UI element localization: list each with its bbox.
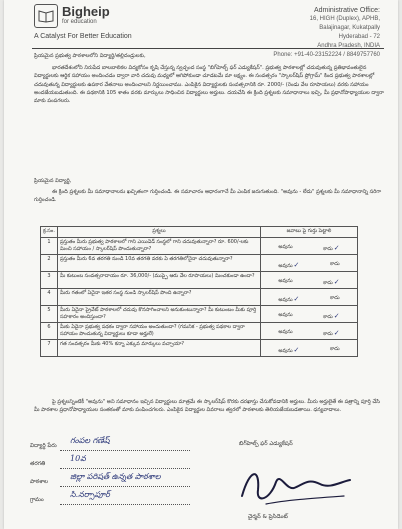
- question-text: మీరు గతంలో ఏదైనా ఇతర సంస్థ నుండి స్కాలర్‌షిప్ పొంది ఉన్నారా?: [58, 289, 261, 306]
- address-line: Balajinagar, Kukatpally: [319, 25, 380, 31]
- question-text: ప్రస్తుతం మీరు ప్రభుత్వ పాఠశాలలో గాని ఎయిడెడ్ సంస్థలో గాని చదువుతున్నారా? రూ. 600/-లకు మించి సహాయం / స్కాలర్‌షిప్ పొందుతున్నారా?: [58, 238, 261, 255]
- row-number: 7: [41, 340, 58, 357]
- answer-cell: [261, 289, 358, 306]
- answer-option-no[interactable]: [323, 312, 339, 321]
- address-line: 16, HIGH (Duplex), APHB,: [309, 16, 380, 22]
- question-text: మీ కుటుంబ సంవత్సరాదాయం రూ. 36,000/- (ముప్పై ఆరు వేల రూపాయలు) మించకుండా ఉందా?: [58, 272, 261, 289]
- organization-signatory: బిగ్‌హెల్ప్ ఫర్ ఎడ్యుకేషన్: [239, 441, 293, 447]
- class-label: తరగతి: [30, 461, 46, 467]
- table-row: [41, 272, 358, 289]
- signatory-role: చైర్మన్ & ప్రెసిడెంట్: [248, 514, 288, 520]
- question-text: మీకు ఏదైనా ప్రభుత్వ పథకం ద్వారా సహాయం అందుతుందా? (గమనిక - ప్రభుత్వ పథకాల ద్వారా సహాయం పొందుతున్న విద్యార్థులు కూడా అర్హులే): [58, 323, 261, 340]
- answer-label: కాదు: [323, 314, 333, 320]
- class-value[interactable]: 10వ: [70, 454, 86, 463]
- answer-cell: [261, 306, 358, 323]
- book-icon: [34, 4, 58, 28]
- student-salutation: ప్రియమైన విద్యార్థి,: [34, 178, 72, 184]
- school-label: పాఠశాల: [30, 479, 48, 485]
- answer-label: కాదు: [323, 331, 333, 337]
- address-line: Andhra Pradesh, INDIA: [317, 43, 380, 49]
- table-row: [41, 238, 358, 255]
- address-line: Hyderabad - 72: [338, 34, 380, 40]
- answer-option-no[interactable]: [323, 244, 339, 253]
- salutation: ప్రియమైన ప్రభుత్వ పాఠశాలలోని విద్యార్థి/తల్లిదండ్రులకు,: [34, 53, 146, 59]
- answer-option-no[interactable]: [323, 329, 339, 338]
- checkmark-icon: ✓: [333, 329, 340, 337]
- checkmark-icon: ✓: [293, 261, 300, 269]
- table-row: [41, 306, 358, 323]
- answer-option-yes[interactable]: [278, 312, 292, 321]
- answer-label: అవును: [278, 297, 293, 303]
- name-label: విద్యార్థి పేరు: [30, 443, 57, 449]
- answer-label: కాదు: [330, 261, 340, 267]
- answer-label: అవును: [278, 312, 293, 318]
- address-title: Administrative Office:: [313, 7, 380, 14]
- name-value[interactable]: గంపల గణేష్: [70, 436, 110, 445]
- village-line: [60, 504, 190, 505]
- checkmark-icon: ✓: [293, 346, 300, 354]
- student-details-form: [30, 438, 230, 510]
- question-text: ప్రస్తుతం మీరు 6వ తరగతి నుండి 10వ తరగతి వరకు ఏ తరగతిలోనైనా చదువుతున్నారా?: [58, 255, 261, 272]
- intro-paragraph: భారతదేశంలోని నిరుపేద బాలబాలికల విద్యకోసం కృషి చేస్తున్న స్వచ్ఛంద సంస్థ "బిగ్‌హెల్ప్ ఫర్ ఎడ్యుకేషన్". ప్రభుత్వ పాఠశాలల్లో చదువుతున్న ప్రతిభావంతులైన విద్యార్థులకు ఆర్థిక సహాయం అందించడం ద్వారా వారి చదువు మధ్యలో ఆగిపోకుండా చూడటమే మా లక్ష్యం. ఈ సంవత్సరం "స్కాలర్‌షిప్ ప్రోగ్రామ్" కింద ప్రభుత్వ పాఠశాలల్లో చదువుతున్న విద్యార్థులకు ఉపకార వేతనాలు అందించాలని నిర్ణయించాము. ఎంపికైన విద్యార్థులకు సంవత్సరానికి రూ. 2000/- (రెండు వేల రూపాయలు) వరకు సహాయం అందజేయబడుతుంది. ఈ పథకానికి 105 శాతం వరకు మార్కులు సాధించిన విద్యార్థులు అర్హులు. దయచేసి ఈ క్రింది ప్రశ్నలకు సమాధానాలు ఇచ్చి, మీ ప్రధానోపాధ్యాయుల ద్వారా మాకు పంపగలరు.: [34, 65, 384, 105]
- row-number: 6: [41, 323, 58, 340]
- answer-option-no[interactable]: [330, 346, 340, 355]
- answer-option-no[interactable]: [330, 261, 340, 270]
- letter-page: [4, 0, 398, 529]
- answer-option-no[interactable]: [330, 295, 340, 304]
- village-row: [30, 492, 230, 510]
- answer-option-yes[interactable]: [278, 278, 292, 287]
- village-label: గ్రామం: [30, 497, 44, 503]
- answer-option-yes[interactable]: [278, 244, 292, 253]
- question-text: మీరు ఏదైనా ప్రైవేట్ పాఠశాలలో చదువు కొనసాగించాలని అనుకుంటున్నారా? మీ కుటుంబం మీకు పూర్తి సహకారం అందిస్తుందా?: [58, 306, 261, 323]
- answer-label: అవును: [278, 244, 293, 250]
- row-number: 1: [41, 238, 58, 255]
- answer-option-yes[interactable]: [278, 261, 299, 270]
- handwritten-signature: [236, 460, 356, 510]
- school-line: [60, 486, 190, 487]
- name-line: [60, 450, 190, 451]
- row-number: 3: [41, 272, 58, 289]
- checkmark-icon: ✓: [333, 244, 340, 252]
- table-row: [41, 289, 358, 306]
- logo-subtitle: for education: [62, 19, 97, 25]
- header-divider: [32, 48, 384, 49]
- village-value[interactable]: సి.నర్సాపూర్: [70, 490, 110, 499]
- eligibility-table: [40, 226, 358, 357]
- organization-logo: [34, 4, 110, 28]
- school-value[interactable]: జిల్లా పరిషత్ ఉన్నత పాఠశాల: [70, 472, 161, 481]
- logo-name: Bigheip: [62, 4, 110, 19]
- closing-paragraph: పై ప్రశ్నలన్నింటికీ "అవును" అని సమాధానం ఇచ్చిన విద్యార్థులు మాత్రమే ఈ స్కాలర్‌షిప్ కొరకు దరఖాస్తు చేసుకోవడానికి అర్హులు. మీరు అర్హులైతే ఈ పత్రాన్ని పూర్తి చేసి మీ పాఠశాల ప్రధానోపాధ్యాయుల సంతకంతో మాకు పంపించగలరు. ఎంపికైన విద్యార్థుల వివరాలు త్వరలో పాఠశాలకు తెలియజేయబడతాయి. ధన్యవాదాలు.: [34, 399, 380, 414]
- answer-cell: [261, 340, 358, 357]
- class-line: [60, 468, 190, 469]
- column-header-question: ప్రశ్నలు: [58, 227, 261, 238]
- phone-number: Phone: +91-40-23152224 / 8849757760: [273, 52, 380, 58]
- table-row: [41, 323, 358, 340]
- checkmark-icon: ✓: [293, 295, 300, 303]
- row-number: 4: [41, 289, 58, 306]
- question-text: గత సంవత్సరం మీకు 40% కన్నా ఎక్కువ మార్కులు వచ్చాయా?: [58, 340, 261, 357]
- answer-label: కాదు: [323, 246, 333, 252]
- column-header-answer: జవాబు పై గుర్తు పెట్టాలి: [261, 227, 358, 238]
- answer-label: అవును: [278, 278, 293, 284]
- answer-label: అవును: [278, 329, 293, 335]
- school-row: [30, 474, 230, 492]
- column-header-number: క్ర.సం.: [41, 227, 58, 238]
- table-header-row: [41, 227, 358, 238]
- name-row: [30, 438, 230, 456]
- answer-label: కాదు: [330, 346, 340, 352]
- answer-option-yes[interactable]: [278, 329, 292, 338]
- answer-option-no[interactable]: [323, 278, 339, 287]
- answer-cell: [261, 238, 358, 255]
- answer-label: కాదు: [323, 280, 333, 286]
- answer-option-yes[interactable]: [278, 295, 299, 304]
- tagline: A Catalyst For Better Education: [34, 33, 132, 40]
- answer-cell: [261, 323, 358, 340]
- answer-cell: [261, 272, 358, 289]
- answer-label: అవును: [278, 348, 293, 354]
- answer-label: అవును: [278, 263, 293, 269]
- answer-option-yes[interactable]: [278, 346, 299, 355]
- instruction-paragraph: ఈ క్రింది ప్రశ్నలకు మీ సమాధానాలను ఖచ్చితంగా గుర్తించండి. ఈ సమాచారం ఆధారంగానే మీ ఎంపిక జరుగుతుంది. "అవును - లేదు" ప్రశ్నలకు మీ సమాధానాన్ని సరిగా గుర్తించండి.: [34, 189, 382, 204]
- row-number: 2: [41, 255, 58, 272]
- table-row: [41, 255, 358, 272]
- answer-label: కాదు: [330, 295, 340, 301]
- row-number: 5: [41, 306, 58, 323]
- checkmark-icon: ✓: [333, 278, 340, 286]
- table-row: [41, 340, 358, 357]
- checkmark-icon: ✓: [333, 312, 340, 320]
- answer-cell: [261, 255, 358, 272]
